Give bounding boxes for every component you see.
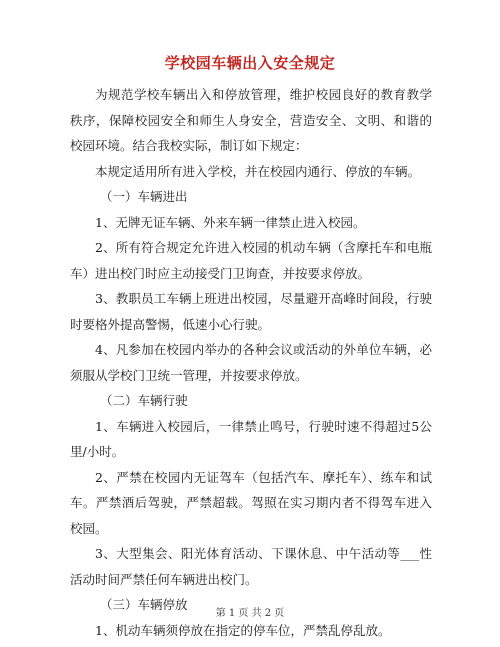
section-heading-entry-exit: （一）车辆进出 (100, 189, 188, 204)
page-footer: 第 1 页 共 2 页 (215, 608, 285, 619)
entry-exit-item: 1、无牌无证车辆、外来车辆一律禁止进入校园。 (95, 214, 366, 230)
entry-exit-item: 3、教职员工车辆上班进出校园，尽量避开高峰时间段，行驶时要格外提高警惕，低速小心行驶。 (70, 291, 432, 332)
section-heading-driving: （二）车辆行驶 (100, 393, 188, 408)
parking-item: 1、机动车辆须停放在指定的停车位，严禁乱停乱放。 (95, 622, 391, 638)
driving-item: 2、严禁在校园内无证驾车（包括汽车、摩托车）、练车和试车。严禁酒后驾驶，严禁超载。驾照在实习期内者不得驾车进入校园。 (70, 469, 432, 536)
entry-exit-item: 2、所有符合规定允许进入校园的机动车辆（含摩托车和电瓶车）进出校门时应主动接受门卫询查，并按要求停放。 (70, 240, 432, 281)
entry-exit-item: 4、凡参加在校园内举办的各种会议或活动的外单位车辆，必须服从学校门卫统一管理，并按要求停放。 (70, 342, 432, 383)
driving-item: 1、车辆进入校园后，一律禁止鸣号，行驶时速不得超过5公里/小时。 (70, 418, 432, 459)
intro-paragraph: 为规范学校车辆出入和停放管理，维护校园良好的教育教学秩序，保障校园安全和师生人身安全，营造安全、文明、和谐的校园环境。结合我校实际，制订如下规定： (70, 87, 432, 153)
driving-item: 3、大型集会、阳光体育活动、下课休息、中午活动等___性活动时间严禁任何车辆进出校门。 (70, 546, 432, 587)
document-body (70, 82, 432, 643)
scope-paragraph: 本规定适用所有进入学校，并在校园内通行、停放的车辆。 (95, 163, 421, 179)
document-title: 学校园车辆出入安全规定 (164, 54, 336, 72)
section-heading-parking: （三）车辆停放 (100, 597, 188, 612)
